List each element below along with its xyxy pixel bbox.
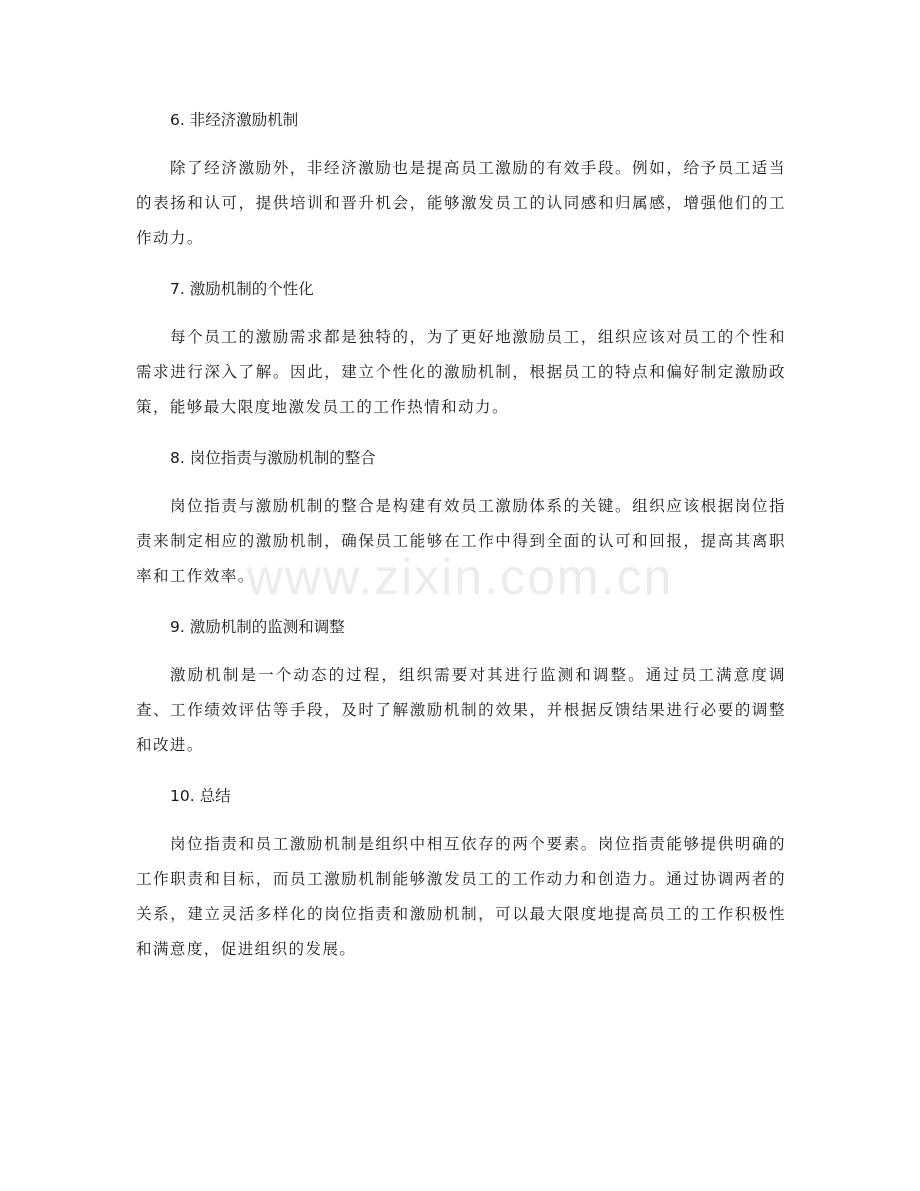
section-6	[136, 106, 786, 256]
section-paragraph: 每个员工的激励需求都是独特的，为了更好地激励员工，组织应该对员工的个性和需求进行深入了解。因此，建立个性化的激励机制，根据员工的特点和偏好制定激励政策，能够最大限度地激发员工的工作热情和动力。	[136, 328, 786, 416]
section-8	[136, 444, 786, 594]
section-paragraph: 岗位指责与激励机制的整合是构建有效员工激励体系的关键。组织应该根据岗位指责来制定相应的激励机制，确保员工能够在工作中得到全面的认可和回报，提高其离职率和工作效率。	[136, 497, 786, 585]
section-7	[136, 275, 786, 425]
watermark: www.zixin.com.cn	[246, 549, 674, 605]
section-10	[136, 782, 786, 967]
section-heading: 8. 岗位指责与激励机制的整合	[170, 449, 376, 467]
section-heading: 9. 激励机制的监测和调整	[170, 618, 345, 636]
section-heading: 10. 总结	[170, 787, 231, 805]
section-paragraph: 激励机制是一个动态的过程，组织需要对其进行监测和调整。通过员工满意度调查、工作绩效评估等手段，及时了解激励机制的效果，并根据反馈结果进行必要的调整和改进。	[136, 666, 786, 754]
section-paragraph: 岗位指责和员工激励机制是组织中相互依存的两个要素。岗位指责能够提供明确的工作职责和目标，而员工激励机制能够激发员工的工作动力和创造力。通过协调两者的关系，建立灵活多样化的岗位指责和激励机制，可以最大限度地提高员工的工作积极性和满意度，促进组织的发展。	[136, 835, 786, 958]
section-heading: 7. 激励机制的个性化	[170, 280, 314, 298]
section-heading: 6. 非经济激励机制	[170, 111, 299, 129]
section-paragraph: 除了经济激励外，非经济激励也是提高员工激励的有效手段。例如，给予员工适当的表扬和认可，提供培训和晋升机会，能够激发员工的认同感和归属感，增强他们的工作动力。	[136, 159, 786, 247]
section-9	[136, 613, 786, 763]
document-body	[136, 106, 786, 986]
